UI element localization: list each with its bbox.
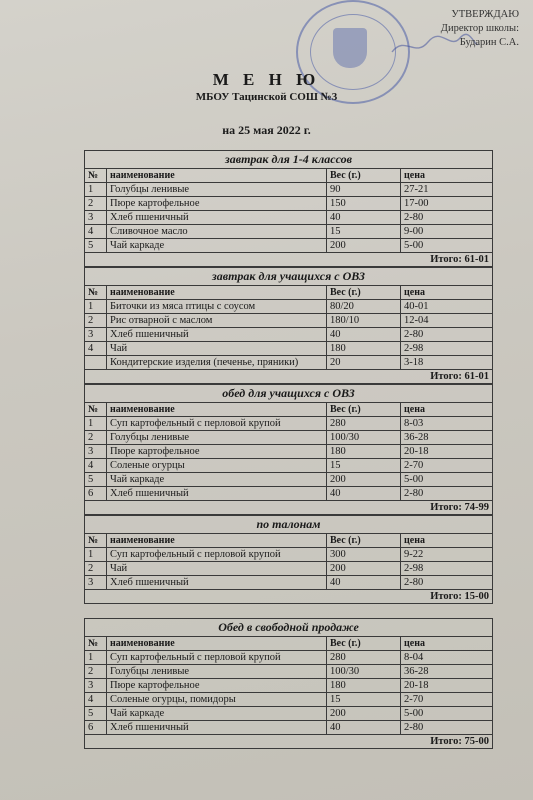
col-price: цена xyxy=(401,534,493,548)
col-weight: Вес (г.) xyxy=(327,534,401,548)
row-name: Чай каркаде xyxy=(107,473,327,487)
row-price: 36-28 xyxy=(401,431,493,445)
table-row xyxy=(85,445,493,459)
row-num: 5 xyxy=(85,473,107,487)
col-price: цена xyxy=(401,286,493,300)
row-name: Кондитерские изделия (печенье, пряники) xyxy=(107,356,327,370)
table-row xyxy=(85,665,493,679)
row-weight: 280 xyxy=(327,651,401,665)
row-weight: 200 xyxy=(327,562,401,576)
row-num: 6 xyxy=(85,721,107,735)
row-name: Хлеб пшеничный xyxy=(107,721,327,735)
row-price: 17-00 xyxy=(401,197,493,211)
row-price: 2-70 xyxy=(401,459,493,473)
col-name: наименование xyxy=(107,534,327,548)
col-price: цена xyxy=(401,169,493,183)
table-row xyxy=(85,183,493,197)
row-num: 1 xyxy=(85,300,107,314)
col-price: цена xyxy=(401,403,493,417)
table-row xyxy=(85,707,493,721)
header-row xyxy=(85,403,493,417)
row-name: Сливочное масло xyxy=(107,225,327,239)
col-weight: Вес (г.) xyxy=(327,286,401,300)
row-name: Голубцы ленивые xyxy=(107,183,327,197)
row-num: 1 xyxy=(85,183,107,197)
header-row xyxy=(85,286,493,300)
header-row xyxy=(85,169,493,183)
row-weight: 180 xyxy=(327,679,401,693)
row-num: 2 xyxy=(85,197,107,211)
row-weight: 150 xyxy=(327,197,401,211)
table-row xyxy=(85,417,493,431)
approval-line-1: УТВЕРЖДАЮ xyxy=(451,9,519,20)
row-weight: 80/20 xyxy=(327,300,401,314)
row-name: Чай xyxy=(107,562,327,576)
row-name: Хлеб пшеничный xyxy=(107,487,327,501)
row-name: Чай каркаде xyxy=(107,239,327,253)
row-weight: 280 xyxy=(327,417,401,431)
menu-date: на 25 мая 2022 г. xyxy=(222,123,311,137)
row-price: 40-01 xyxy=(401,300,493,314)
section-total: Итого: 61-01 xyxy=(85,370,493,384)
row-name: Пюре картофельное xyxy=(107,445,327,459)
row-weight: 15 xyxy=(327,225,401,239)
row-weight: 200 xyxy=(327,473,401,487)
row-price: 27-21 xyxy=(401,183,493,197)
row-name: Голубцы ленивые xyxy=(107,665,327,679)
col-name: наименование xyxy=(107,286,327,300)
row-name: Соленые огурцы, помидоры xyxy=(107,693,327,707)
table-row xyxy=(85,314,493,328)
row-num: 1 xyxy=(85,417,107,431)
row-num xyxy=(85,356,107,370)
row-price: 3-18 xyxy=(401,356,493,370)
school-name: МБОУ Тацинской СОШ №3 xyxy=(195,91,338,103)
row-num: 3 xyxy=(85,328,107,342)
row-num: 4 xyxy=(85,342,107,356)
row-weight: 40 xyxy=(327,211,401,225)
section-title: завтрак для 1-4 классов xyxy=(85,151,493,169)
row-price: 2-98 xyxy=(401,342,493,356)
col-num: № xyxy=(85,403,107,417)
row-weight: 40 xyxy=(327,721,401,735)
col-weight: Вес (г.) xyxy=(327,169,401,183)
col-name: наименование xyxy=(107,169,327,183)
row-price: 8-03 xyxy=(401,417,493,431)
menu-table-3 xyxy=(84,384,493,515)
row-name: Чай каркаде xyxy=(107,707,327,721)
section-total: Итого: 15-00 xyxy=(85,590,493,604)
row-num: 3 xyxy=(85,211,107,225)
table-row xyxy=(85,431,493,445)
table-row xyxy=(85,459,493,473)
section-title: Обед в свободной продаже xyxy=(85,619,493,637)
row-num: 2 xyxy=(85,431,107,445)
row-name: Хлеб пшеничный xyxy=(107,576,327,590)
row-price: 5-00 xyxy=(401,707,493,721)
table-row xyxy=(85,693,493,707)
col-price: цена xyxy=(401,637,493,651)
menu-tables xyxy=(84,150,492,749)
row-price: 9-22 xyxy=(401,548,493,562)
row-num: 5 xyxy=(85,239,107,253)
row-num: 2 xyxy=(85,562,107,576)
row-price: 5-00 xyxy=(401,473,493,487)
row-weight: 100/30 xyxy=(327,431,401,445)
table-row xyxy=(85,487,493,501)
row-price: 20-18 xyxy=(401,679,493,693)
col-name: наименование xyxy=(107,637,327,651)
row-name: Суп картофельный с перловой крупой xyxy=(107,417,327,431)
row-price: 2-98 xyxy=(401,562,493,576)
row-weight: 300 xyxy=(327,548,401,562)
table-row xyxy=(85,239,493,253)
section-title: обед для учащихся с ОВЗ xyxy=(85,385,493,403)
row-num: 3 xyxy=(85,576,107,590)
table-row xyxy=(85,721,493,735)
row-num: 3 xyxy=(85,445,107,459)
row-num: 3 xyxy=(85,679,107,693)
row-name: Хлеб пшеничный xyxy=(107,328,327,342)
row-price: 2-80 xyxy=(401,487,493,501)
header-row xyxy=(85,637,493,651)
menu-table-2 xyxy=(84,267,493,384)
col-weight: Вес (г.) xyxy=(327,637,401,651)
table-row xyxy=(85,473,493,487)
table-row xyxy=(85,651,493,665)
row-price: 2-80 xyxy=(401,576,493,590)
table-row xyxy=(85,328,493,342)
row-num: 2 xyxy=(85,665,107,679)
row-price: 36-28 xyxy=(401,665,493,679)
row-num: 6 xyxy=(85,487,107,501)
col-name: наименование xyxy=(107,403,327,417)
row-name: Голубцы ленивые xyxy=(107,431,327,445)
section-total: Итого: 75-00 xyxy=(85,735,493,749)
table-row xyxy=(85,548,493,562)
row-price: 2-80 xyxy=(401,211,493,225)
row-weight: 15 xyxy=(327,693,401,707)
row-num: 1 xyxy=(85,548,107,562)
table-row xyxy=(85,356,493,370)
row-weight: 40 xyxy=(327,576,401,590)
approval-block xyxy=(409,8,519,50)
section-title: завтрак для учащихся с ОВЗ xyxy=(85,268,493,286)
row-num: 4 xyxy=(85,693,107,707)
col-num: № xyxy=(85,169,107,183)
menu-title: М Е Н Ю xyxy=(212,70,321,89)
table-row xyxy=(85,225,493,239)
row-num: 4 xyxy=(85,459,107,473)
row-name: Биточки из мяса птицы с соусом xyxy=(107,300,327,314)
row-weight: 40 xyxy=(327,328,401,342)
row-weight: 40 xyxy=(327,487,401,501)
table-row xyxy=(85,342,493,356)
section-gap xyxy=(84,604,492,618)
row-weight: 20 xyxy=(327,356,401,370)
table-row xyxy=(85,576,493,590)
row-weight: 90 xyxy=(327,183,401,197)
row-weight: 100/30 xyxy=(327,665,401,679)
table-row xyxy=(85,300,493,314)
row-name: Хлеб пшеничный xyxy=(107,211,327,225)
approval-line-3: Бударин С.А. xyxy=(459,37,519,48)
row-price: 9-00 xyxy=(401,225,493,239)
menu-table-1 xyxy=(84,150,493,267)
row-num: 1 xyxy=(85,651,107,665)
seal-emblem-icon xyxy=(333,28,367,68)
row-name: Пюре картофельное xyxy=(107,679,327,693)
row-name: Пюре картофельное xyxy=(107,197,327,211)
row-price: 2-80 xyxy=(401,721,493,735)
row-weight: 15 xyxy=(327,459,401,473)
row-num: 2 xyxy=(85,314,107,328)
menu-table-5 xyxy=(84,618,493,749)
row-num: 4 xyxy=(85,225,107,239)
row-name: Чай xyxy=(107,342,327,356)
table-row xyxy=(85,197,493,211)
header-row xyxy=(85,534,493,548)
row-name: Суп картофельный с перловой крупой xyxy=(107,548,327,562)
approval-line-2: Директор школы: xyxy=(440,23,519,34)
col-num: № xyxy=(85,637,107,651)
row-weight: 200 xyxy=(327,239,401,253)
row-name: Соленые огурцы xyxy=(107,459,327,473)
table-row xyxy=(85,211,493,225)
section-total: Итого: 74-99 xyxy=(85,501,493,515)
col-num: № xyxy=(85,534,107,548)
col-weight: Вес (г.) xyxy=(327,403,401,417)
row-price: 2-70 xyxy=(401,693,493,707)
table-row xyxy=(85,679,493,693)
row-weight: 180/10 xyxy=(327,314,401,328)
row-price: 8-04 xyxy=(401,651,493,665)
row-price: 20-18 xyxy=(401,445,493,459)
row-name: Рис отварной с маслом xyxy=(107,314,327,328)
col-num: № xyxy=(85,286,107,300)
row-weight: 200 xyxy=(327,707,401,721)
table-row xyxy=(85,562,493,576)
section-title: по талонам xyxy=(85,516,493,534)
row-weight: 180 xyxy=(327,445,401,459)
row-weight: 180 xyxy=(327,342,401,356)
menu-table-4 xyxy=(84,515,493,604)
row-num: 5 xyxy=(85,707,107,721)
section-total: Итого: 61-01 xyxy=(85,253,493,267)
row-price: 12-04 xyxy=(401,314,493,328)
row-price: 5-00 xyxy=(401,239,493,253)
row-price: 2-80 xyxy=(401,328,493,342)
row-name: Суп картофельный с перловой крупой xyxy=(107,651,327,665)
